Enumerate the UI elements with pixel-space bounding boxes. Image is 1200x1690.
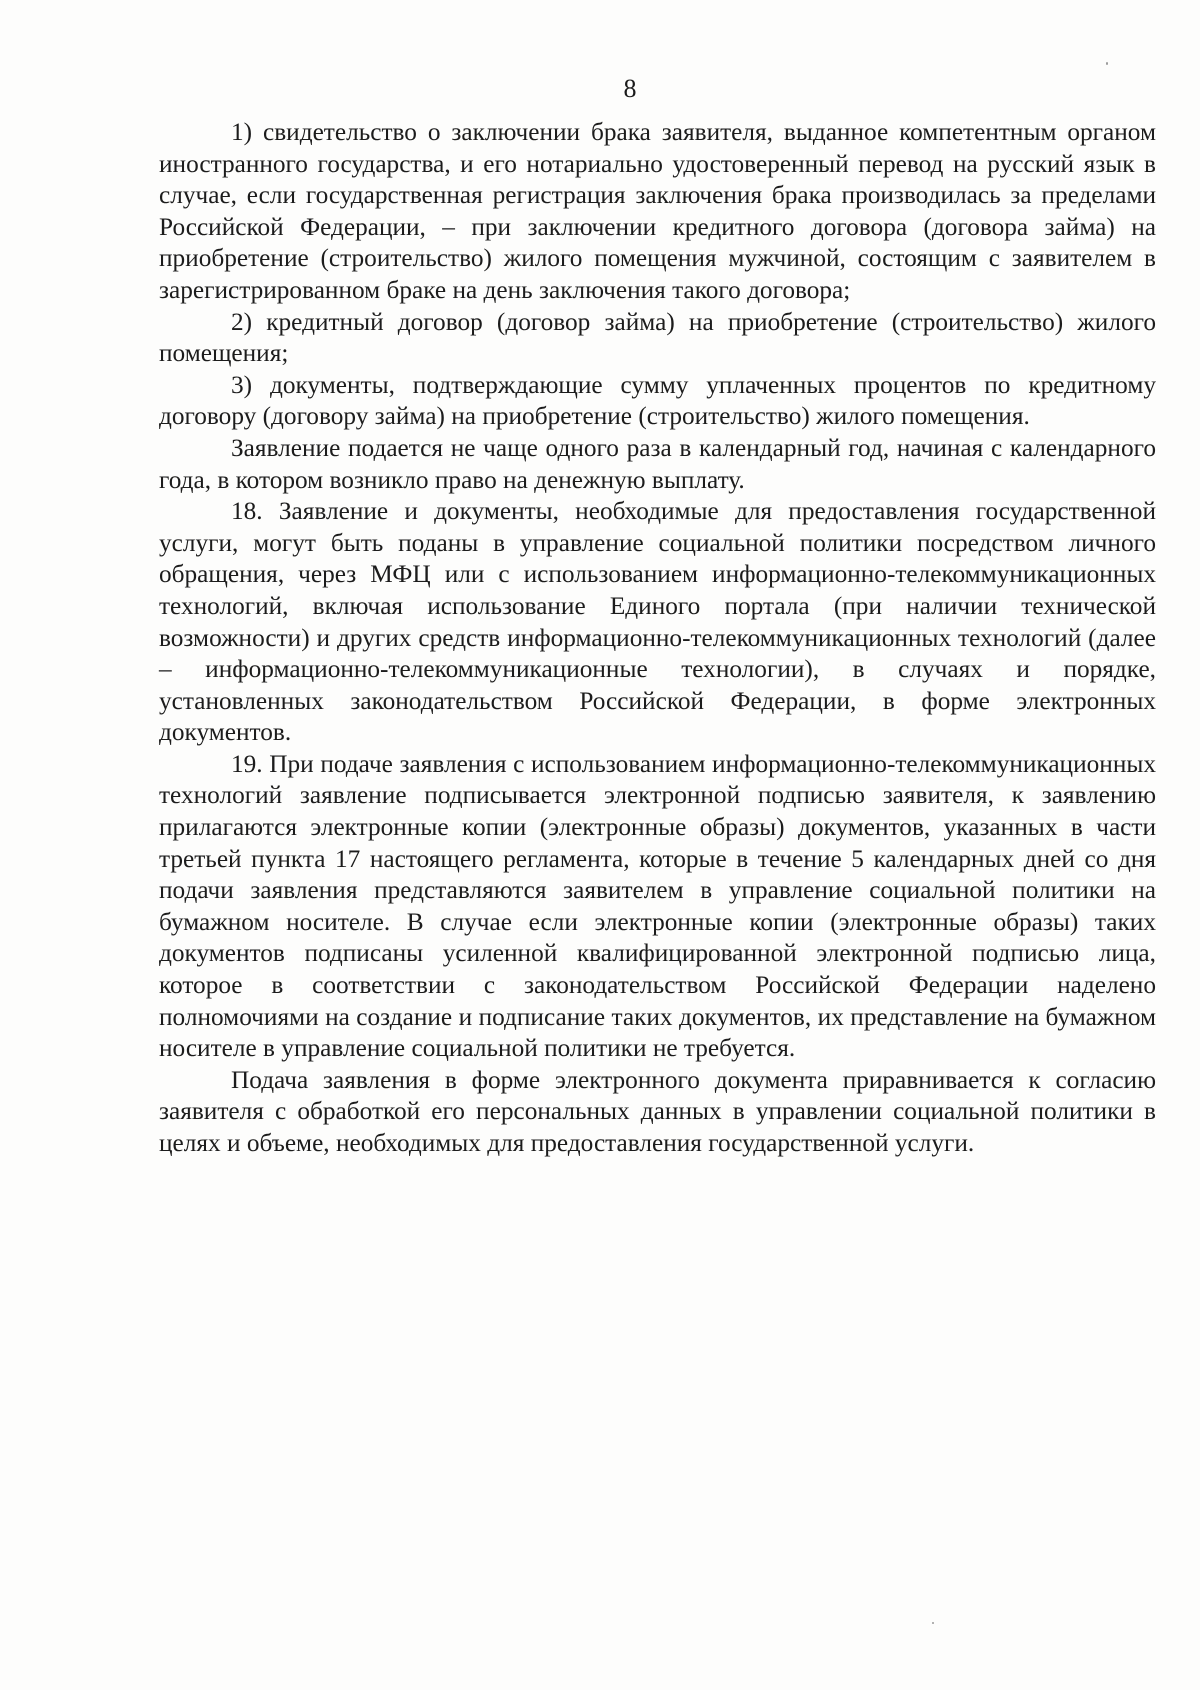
scan-speck bbox=[1106, 62, 1108, 65]
paragraph-item-2: 2) кредитный договор (договор займа) на приобретение (строительство) жилого помещения; bbox=[159, 307, 1156, 368]
paragraph-item-3: 3) документы, подтверждающие сумму уплаченных процентов по кредитному договору (договору займа) на приобретение (строительство) жилого помещения. bbox=[159, 370, 1156, 431]
paragraph-18: 18. Заявление и документы, необходимые для предоставления государственной услуги, могут быть поданы в управление социальной политики посредством личного обращения, через МФЦ или с использованием информационно-телекоммуникационных технологий, включая использование Единого портала (при наличии технической возможности) и других средств информационно-телекоммуникационных технологий (далее – информационно-телекоммуникационные технологии), в случаях и порядке, установленных законодательством Российской Федерации, в форме электронных документов. bbox=[159, 497, 1156, 747]
scan-speck bbox=[932, 1622, 934, 1624]
paragraph-application-frequency: Заявление подается не чаще одного раза в календарный год, начиная с календарного года, в котором возникло право на денежную выплату. bbox=[159, 433, 1156, 494]
paragraph-electronic-consent: Подача заявления в форме электронного документа приравнивается к согласию заявителя с обработкой его персональных данных в управлении социальной политики в целях и объеме, необходимых для предоставления государственной услуги. bbox=[159, 1065, 1156, 1157]
page-number: 8 bbox=[623, 74, 637, 103]
paragraph-item-1: 1) свидетельство о заключении брака заявителя, выданное компетентным органом иностранного государства, и его нотариально удостоверенный перевод на русский язык в случае, если государственная регистрация заключения брака производилась за пределами Российской Федерации, – при заключении кредитного договора (договора займа) на приобретение (строительство) жилого помещения мужчиной, состоящим с заявителем в зарегистрированном браке на день заключения такого договора; bbox=[159, 118, 1156, 304]
document-body bbox=[159, 117, 1156, 1160]
paragraph-19: 19. При подаче заявления с использованием информационно-телекоммуникационных технологий заявление подписывается электронной подписью заявителя, к заявлению прилагаются электронные копии (электронные образы) документов, указанных в части третьей пункта 17 настоящего регламента, которые в течение 5 календарных дней со дня подачи заявления представляются заявителем в управление социальной политики на бумажном носителе. В случае если электронные копии (электронные образы) таких документов подписаны усиленной квалифицированной электронной подписью лица, которое в соответствии с законодательством Российской Федерации наделено полномочиями на создание и подписание таких документов, их представление на бумажном носителе в управление социальной политики не требуется. bbox=[159, 749, 1156, 1063]
